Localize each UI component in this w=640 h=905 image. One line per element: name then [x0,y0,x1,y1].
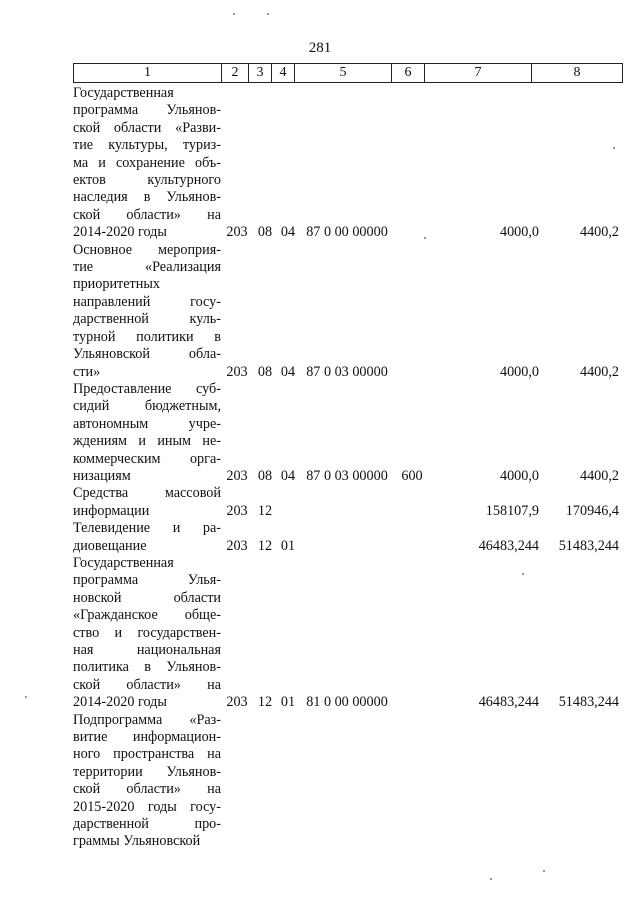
row-name-line: информации [73,502,150,519]
cell-c7: 46483,244 [478,694,539,711]
table-row [73,555,619,712]
row-name-line: тие «Реализация [73,259,221,276]
row-name-line: Предоставление суб- [73,380,221,397]
scan-speck [613,147,615,149]
row-name-line: территории Ульянов- [73,763,221,780]
budget-table-body [73,85,619,851]
cell-c5: 87 0 03 00000 [306,467,388,484]
row-name [73,242,221,381]
row-name-line: ма и сохранение объ- [73,154,221,171]
cell-c8: 51483,244 [558,694,619,711]
scan-speck [25,696,27,698]
row-name-line: низациям [73,467,131,484]
row-name-line: новской области [73,589,221,606]
cell-c7: 46483,244 [478,537,539,554]
row-name-line: Средства массовой [73,485,221,502]
column-header-1: 1 [74,64,222,83]
cell-c3: 12 [257,694,273,711]
row-name-line: дарственной про- [73,816,221,833]
row-name [73,381,221,485]
scan-speck [490,878,492,880]
cell-c7: 4000,0 [499,224,539,241]
row-name-line: Подпрограмма «Раз- [73,711,221,728]
column-header-5: 5 [295,64,392,83]
column-header-7: 7 [425,64,532,83]
row-name-line: Государственная [73,85,174,101]
row-name [73,85,221,242]
row-name-line: ской области» на [73,206,221,223]
column-header-6: 6 [392,64,425,83]
row-name-line: граммы Ульяновской [73,833,201,850]
cell-c4: 04 [280,363,296,380]
row-name-line: ного пространства на [73,746,221,763]
row-name-line: Государственная [73,554,174,571]
cell-c7: 4000,0 [499,467,539,484]
table-row [73,381,619,485]
cell-c4: 01 [280,537,296,554]
cell-c8: 4400,2 [579,363,619,380]
scan-speck [522,573,524,575]
row-name-line: сти» [73,363,101,380]
row-name-line: Ульяновской обла- [73,346,221,363]
cell-c4: 01 [280,694,296,711]
row-name-line: коммерческим орга- [73,450,221,467]
cell-c3: 08 [257,467,273,484]
table-row [73,712,619,851]
column-header-3: 3 [249,64,272,83]
row-name-line: программа Ульянов- [73,102,221,119]
cell-c3: 12 [257,502,273,519]
row-name-line: сидий бюджетным, [73,398,221,415]
row-name-line: ской области» на [73,676,221,693]
row-name-line: автономным учре- [73,415,221,432]
cell-c7: 4000,0 [499,363,539,380]
row-name-line: ектов культурного [73,172,221,189]
row-name-line: приоритетных [73,276,160,293]
scan-speck [267,13,269,15]
cell-c4: 04 [280,467,296,484]
row-name-line: наследия в Ульянов- [73,189,221,206]
cell-c2: 203 [226,502,248,519]
row-name-line: ная национальная [73,642,221,658]
row-name-line: диовещание [73,537,147,554]
row-name-line: ской области «Разви- [73,119,221,136]
cell-c2: 203 [226,694,248,711]
cell-c8: 4400,2 [579,224,619,241]
row-name-line: 2014-2020 годы [73,224,167,241]
row-name-line: дарственной куль- [73,311,221,328]
row-name [73,520,221,555]
row-name-line: Основное мероприя- [73,241,221,258]
row-name-line: «Гражданское обще- [73,607,221,624]
cell-c2: 203 [226,224,248,241]
row-name-line: 2015-2020 годы госу- [73,798,221,815]
table-row [73,520,619,555]
row-name-line: 2014-2020 годы [73,694,167,711]
row-name-line: программа Улья- [73,572,221,589]
row-name [73,485,221,520]
column-header-8: 8 [532,64,623,83]
cell-c3: 12 [257,537,273,554]
row-name-line: витие информацион- [73,729,221,746]
cell-c5: 87 0 00 00000 [306,224,388,241]
cell-c5: 81 0 00 00000 [306,694,388,711]
column-header-4: 4 [272,64,295,83]
cell-c8: 170946,4 [565,502,619,519]
cell-c3: 08 [257,363,273,380]
row-name-line: тие культуры, туриз- [73,137,221,154]
cell-c6: 600 [401,467,423,484]
scan-speck [233,13,235,15]
table-row [73,85,619,242]
row-name-line: турной политики в [73,328,221,345]
row-name-line: направлений госу- [73,293,221,310]
cell-c7: 158107,9 [485,502,539,519]
row-name-line: ство и государствен- [73,624,221,641]
row-name-line: ждениям и иным не- [73,433,221,450]
column-header-2: 2 [222,64,249,83]
cell-c8: 4400,2 [579,467,619,484]
page-number: 281 [308,40,332,56]
row-name [73,555,221,712]
scan-speck [543,870,545,872]
column-header-table [73,63,623,83]
cell-c3: 08 [257,224,273,241]
row-name-line: ской области» на [73,781,221,798]
row-name-line: Телевидение и ра- [73,520,221,537]
scan-speck [424,237,426,239]
column-header-row [74,64,623,83]
cell-c2: 203 [226,363,248,380]
cell-c5: 87 0 03 00000 [306,363,388,380]
row-name [73,712,221,851]
table-row [73,485,619,520]
table-row [73,242,619,381]
cell-c4: 04 [280,224,296,241]
cell-c2: 203 [226,467,248,484]
cell-c8: 51483,244 [558,537,619,554]
cell-c2: 203 [226,537,248,554]
row-name-line: политика в Ульянов- [73,659,221,676]
